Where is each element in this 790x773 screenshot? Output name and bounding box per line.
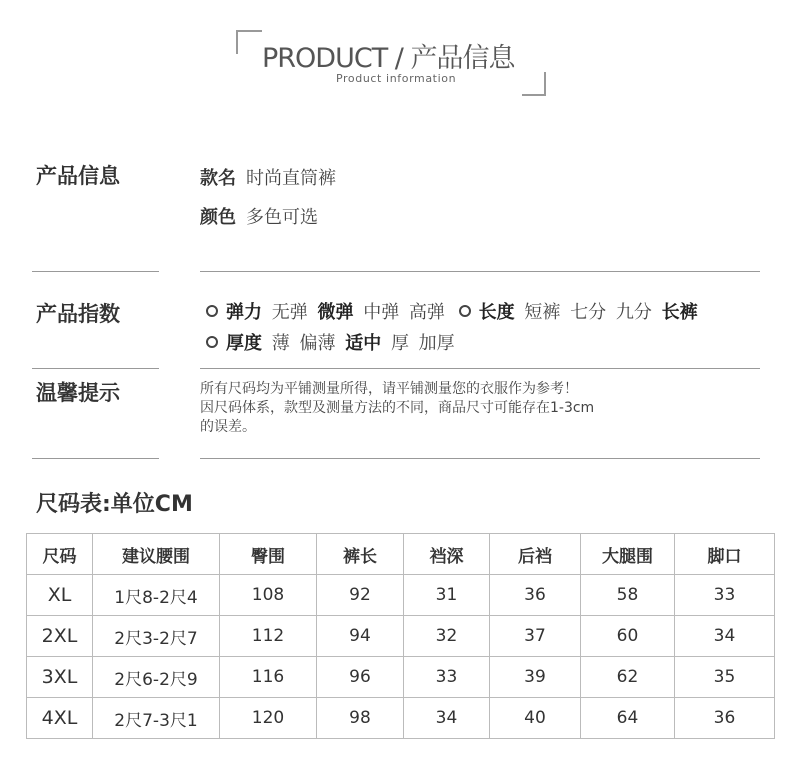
header-cell: 裤长 (317, 534, 404, 575)
divider-right-2 (200, 368, 760, 369)
tips-line: 所有尺码均为平铺测量所得，请平铺测量您的衣服作为参考！ (200, 381, 578, 397)
table-cell: 34 (675, 616, 775, 657)
table-cell: 112 (220, 616, 317, 657)
size-cell: 4XL (27, 698, 93, 739)
table-cell: 2尺3-2尺7 (93, 616, 220, 657)
thickness-option-selected: 适中 (345, 333, 382, 354)
info-color-key: 颜色 (200, 207, 236, 228)
thickness-option: 加厚 (418, 333, 455, 354)
header-cell: 建议腰围 (93, 534, 220, 575)
table-row (27, 657, 775, 698)
thickness-option: 厚 (390, 333, 409, 354)
table-cell: 108 (220, 575, 317, 616)
header-cell: 臀围 (220, 534, 317, 575)
table-cell: 32 (404, 616, 490, 657)
table-cell: 35 (675, 657, 775, 698)
length-option-selected: 长裤 (661, 302, 698, 323)
divider-right-3 (200, 458, 760, 459)
info-color-row (200, 203, 318, 229)
table-cell: 92 (317, 575, 404, 616)
table-cell: 33 (404, 657, 490, 698)
info-name-key: 款名 (200, 168, 236, 189)
size-cell: 2XL (27, 616, 93, 657)
table-cell: 116 (220, 657, 317, 698)
length-option: 短裤 (524, 302, 561, 323)
elasticity-group (206, 302, 455, 323)
info-name-value: 时尚直筒裤 (246, 168, 336, 189)
index-row-1 (206, 298, 706, 324)
table-cell: 120 (220, 698, 317, 739)
corner-bracket-bottom-right (522, 72, 546, 96)
elasticity-option-selected: 微弹 (317, 302, 354, 323)
thickness-option: 偏薄 (299, 333, 336, 354)
table-cell: 94 (317, 616, 404, 657)
table-cell: 40 (490, 698, 581, 739)
length-key: 长度 (478, 302, 515, 323)
divider-left-3 (32, 458, 159, 459)
section-label-info: 产品信息 (36, 164, 120, 188)
table-cell: 36 (675, 698, 775, 739)
table-cell: 33 (675, 575, 775, 616)
bullet-circle-icon (206, 305, 218, 317)
tips-line: 因尺码体系，款型及测量方法的不同，商品尺寸可能存在1-3cm (200, 400, 595, 416)
table-header-row (27, 534, 775, 575)
divider-left-2 (32, 368, 159, 369)
tips-line: 的误差。 (200, 419, 256, 435)
thickness-option: 薄 (271, 333, 290, 354)
table-cell: 31 (404, 575, 490, 616)
size-cell: 3XL (27, 657, 93, 698)
size-table (26, 533, 775, 739)
table-cell: 96 (317, 657, 404, 698)
table-cell: 58 (581, 575, 675, 616)
section-label-tips: 温馨提示 (36, 381, 120, 405)
header-cell: 脚口 (675, 534, 775, 575)
divider-right-1 (200, 271, 760, 272)
table-cell: 60 (581, 616, 675, 657)
size-cell: XL (27, 575, 93, 616)
index-row-2 (206, 329, 463, 355)
thickness-group (206, 333, 459, 354)
table-row (27, 698, 775, 739)
page-title: PRODUCT / 产品信息 (262, 43, 515, 74)
bullet-circle-icon (206, 336, 218, 348)
info-name-row (200, 164, 336, 190)
table-cell: 2尺6-2尺9 (93, 657, 220, 698)
table-cell: 62 (581, 657, 675, 698)
header-cell: 尺码 (27, 534, 93, 575)
length-group (459, 302, 702, 323)
elasticity-key: 弹力 (226, 302, 262, 323)
elasticity-option: 中弹 (363, 302, 400, 323)
header-cell: 大腿围 (581, 534, 675, 575)
size-table-title: 尺码表:单位CM (36, 492, 193, 517)
length-option: 九分 (615, 302, 652, 323)
corner-bracket-top-left (236, 30, 262, 54)
bullet-circle-icon (459, 305, 471, 317)
table-cell: 37 (490, 616, 581, 657)
table-cell: 2尺7-3尺1 (93, 698, 220, 739)
tips-text (200, 380, 680, 437)
thickness-key: 厚度 (226, 333, 262, 354)
elasticity-option: 高弹 (408, 302, 445, 323)
header-cell: 后裆 (490, 534, 581, 575)
header-cell: 裆深 (404, 534, 490, 575)
table-row (27, 575, 775, 616)
table-row (27, 616, 775, 657)
table-cell: 1尺8-2尺4 (93, 575, 220, 616)
table-cell: 34 (404, 698, 490, 739)
table-cell: 39 (490, 657, 581, 698)
table-cell: 64 (581, 698, 675, 739)
divider-left-1 (32, 271, 159, 272)
elasticity-option: 无弹 (271, 302, 308, 323)
table-cell: 98 (317, 698, 404, 739)
length-option: 七分 (570, 302, 607, 323)
info-color-value: 多色可选 (246, 207, 318, 228)
table-cell: 36 (490, 575, 581, 616)
page-subtitle: Product information (336, 72, 457, 85)
section-label-index: 产品指数 (36, 302, 120, 326)
